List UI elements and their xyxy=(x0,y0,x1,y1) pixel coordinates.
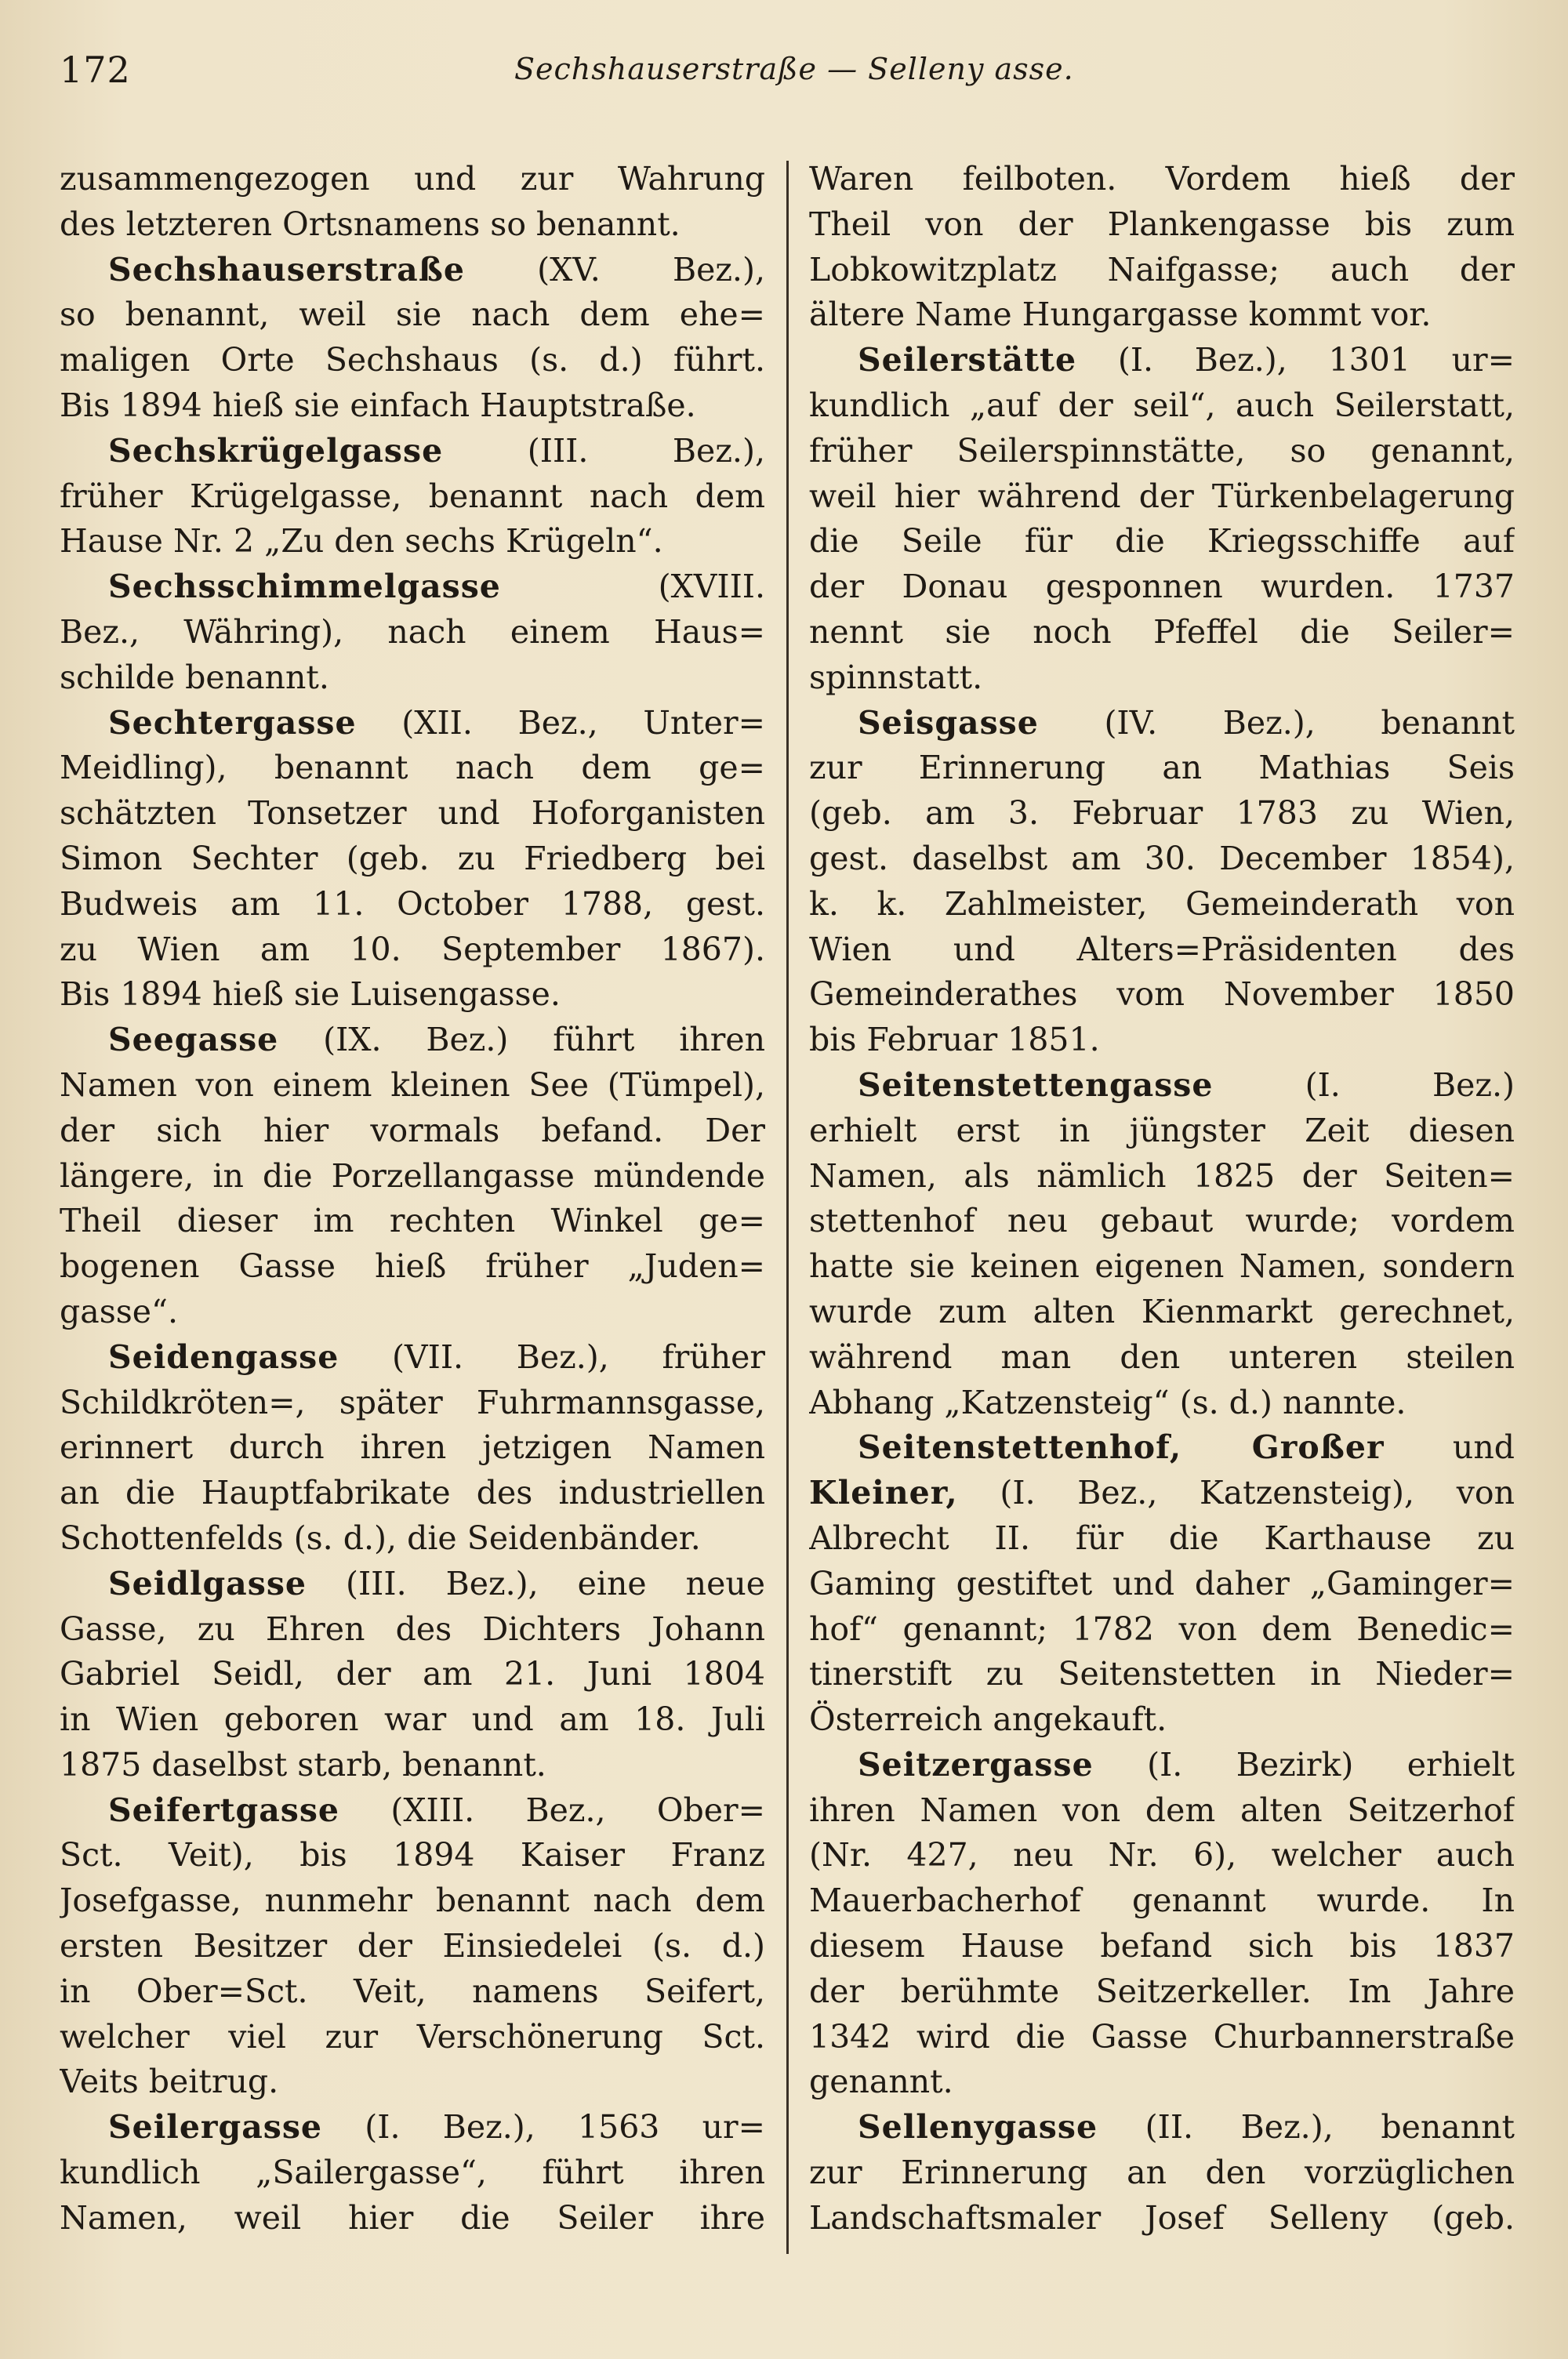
text-line xyxy=(60,701,765,746)
line-text: bis Februar 1851. xyxy=(809,1021,1100,1059)
text-line xyxy=(60,927,765,973)
text-line xyxy=(809,429,1515,474)
line-text: erhielt erst in jüngster Zeit diesen xyxy=(809,1111,1515,1149)
line-text: (IV. Bez.), benannt xyxy=(1038,703,1515,742)
line-text: Bis 1894 hieß sie Luisengasse. xyxy=(60,975,561,1014)
line-text: der sich hier vormals befand. Der xyxy=(60,1111,765,1149)
text-line xyxy=(809,2150,1515,2196)
text-line xyxy=(60,429,765,474)
line-text: Budweis am 11. October 1788, gest. xyxy=(60,884,765,923)
line-text: stettenhof neu gebaut wurde; vordem xyxy=(809,1202,1515,1240)
text-line xyxy=(60,1154,765,1199)
text-line xyxy=(60,1063,765,1109)
entry-headword: Sechsschimmelgasse xyxy=(108,568,501,606)
line-text: Theil von der Plankengasse bis zum xyxy=(809,205,1515,243)
line-text: genannt. xyxy=(809,2063,953,2101)
line-text: Albrecht II. für die Karthause zu xyxy=(809,1519,1515,1557)
column-divider xyxy=(786,161,789,2254)
text-line xyxy=(60,157,765,202)
text-line xyxy=(60,610,765,655)
text-line xyxy=(60,972,765,1018)
line-text: früher Seilerspinnstätte, so genannt, xyxy=(809,431,1515,470)
entry-headword: Sechskrügelgasse xyxy=(108,431,444,470)
text-line xyxy=(809,610,1515,655)
line-text: Waren feilboten. Vordem hieß der xyxy=(809,160,1515,198)
line-text: die Seile für die Kriegsschiffe auf xyxy=(809,522,1515,561)
text-line xyxy=(60,338,765,383)
entry-headword: Seisgasse xyxy=(858,703,1039,742)
line-text: (III. Bez.), xyxy=(443,431,765,470)
entry-headword: Sechtergasse xyxy=(108,703,357,742)
line-text: längere, in die Porzellangasse mündende xyxy=(60,1156,765,1195)
entry-headword: Sechshauserstraße xyxy=(108,250,465,289)
text-line xyxy=(809,1607,1515,1653)
line-text: (geb. am 3. Februar 1783 zu Wien, xyxy=(809,794,1515,833)
line-text: Landschaftsmaler Josef Selleny (geb. xyxy=(809,2198,1515,2237)
line-text: zur Erinnerung an Mathias Seis xyxy=(809,749,1515,787)
line-text: Simon Sechter (geb. zu Friedberg bei xyxy=(60,839,765,877)
line-text: so benannt, weil sie nach dem ehe= xyxy=(60,296,765,334)
text-line xyxy=(809,248,1515,293)
line-text: zu Wien am 10. September 1867). xyxy=(60,930,765,968)
line-text: Bis 1894 hieß sie einfach Hauptstraße. xyxy=(60,386,696,424)
text-line xyxy=(809,1969,1515,2015)
line-text: Österreich angekauft. xyxy=(809,1700,1167,1739)
text-line xyxy=(809,1381,1515,1426)
text-line xyxy=(809,1154,1515,1199)
line-text: (I. Bez.), 1563 ur= xyxy=(322,2108,765,2147)
line-text: Gemeinderathes vom November 1850 xyxy=(809,975,1515,1014)
line-text: in Ober=Sct. Veit, namens Seifert, xyxy=(60,1972,765,2010)
text-line xyxy=(60,202,765,248)
line-text: während man den unteren steilen xyxy=(809,1337,1515,1376)
line-text: (I. Bez.), 1301 ur= xyxy=(1076,341,1515,379)
text-line xyxy=(809,791,1515,837)
text-line xyxy=(809,2015,1515,2060)
text-line xyxy=(809,882,1515,927)
text-line xyxy=(60,837,765,882)
text-line xyxy=(60,1381,765,1426)
text-line xyxy=(60,1607,765,1653)
line-text: 1342 wird die Gasse Churbannerstraße xyxy=(809,2017,1515,2056)
line-text: Meidling), benannt nach dem ge= xyxy=(60,749,765,787)
text-line xyxy=(60,1743,765,1788)
line-text: (XV. Bez.), xyxy=(464,250,765,289)
line-text: der berühmte Seitzerkeller. Im Jahre xyxy=(809,1972,1515,2010)
line-text: weil hier während der Türkenbelagerung xyxy=(809,477,1515,515)
page-number: 172 xyxy=(60,49,131,91)
text-line xyxy=(60,1969,765,2015)
line-text: wurde zum alten Kienmarkt gerechnet, xyxy=(809,1292,1515,1330)
text-line xyxy=(60,519,765,564)
entry-headword: Seifertgasse xyxy=(108,1791,340,1829)
text-line xyxy=(809,1924,1515,1969)
text-line xyxy=(809,1516,1515,1562)
entry-headword: Sellenygasse xyxy=(858,2108,1098,2147)
text-line xyxy=(60,882,765,927)
line-text: (XVIII. xyxy=(500,568,765,606)
entry-headword: Seidengasse xyxy=(108,1337,339,1376)
text-line xyxy=(809,701,1515,746)
text-line xyxy=(60,1335,765,1381)
line-text: maligen Orte Sechshaus (s. d.) führt. xyxy=(60,341,765,379)
line-text: hof“ genannt; 1782 von dem Benedic= xyxy=(809,1610,1515,1648)
line-text: k. k. Zahlmeister, Gemeinderath von xyxy=(809,884,1515,923)
line-text: Lobkowitzplatz Naifgasse; auch der xyxy=(809,250,1515,289)
entry-headword: Seidlgasse xyxy=(108,1564,307,1602)
text-line xyxy=(60,383,765,429)
line-text: des letzteren Ortsnamens so benannt. xyxy=(60,205,681,243)
text-line xyxy=(60,2105,765,2150)
line-text: der Donau gesponnen wurden. 1737 xyxy=(809,568,1515,606)
text-line xyxy=(60,1924,765,1969)
entry-headword: Seitzergasse xyxy=(858,1745,1094,1784)
line-text: diesem Hause befand sich bis 1837 xyxy=(809,1927,1515,1965)
line-text: Josefgasse, nunmehr benannt nach dem xyxy=(60,1882,765,1920)
line-text: (I. Bez.) xyxy=(1213,1065,1515,1104)
right-column xyxy=(809,157,1515,2241)
text-line xyxy=(809,837,1515,882)
text-line xyxy=(60,2015,765,2060)
line-text: (Nr. 427, neu Nr. 6), welcher auch xyxy=(809,1836,1515,1874)
line-text: Hause Nr. 2 „Zu den sechs Krügeln“. xyxy=(60,522,663,561)
text-line xyxy=(809,1833,1515,1878)
text-line xyxy=(60,655,765,701)
line-text: Gaming gestiftet und daher „Gaminger= xyxy=(809,1564,1515,1602)
text-line xyxy=(60,1425,765,1471)
page-header xyxy=(60,49,1508,111)
text-line xyxy=(809,1788,1515,1834)
line-text: (II. Bez.), benannt xyxy=(1098,2108,1515,2147)
line-text: Namen, als nämlich 1825 der Seiten= xyxy=(809,1156,1515,1195)
left-column xyxy=(60,157,765,2241)
line-text: Namen, weil hier die Seiler ihre xyxy=(60,2198,765,2237)
line-text: an die Hauptfabrikate des industriellen xyxy=(60,1474,765,1512)
line-text: welcher viel zur Verschönerung Sct. xyxy=(60,2017,765,2056)
line-text: (XII. Bez., Unter= xyxy=(356,703,765,742)
entry-headword: Seilergasse xyxy=(108,2108,323,2147)
text-line xyxy=(809,1562,1515,1607)
line-text: schilde benannt. xyxy=(60,658,329,696)
text-line xyxy=(809,1878,1515,1924)
line-text: Veits beitrug. xyxy=(60,2063,279,2101)
entry-headword: Kleiner, xyxy=(809,1474,958,1512)
text-line xyxy=(809,202,1515,248)
text-line xyxy=(809,1109,1515,1154)
text-line xyxy=(809,1425,1515,1471)
text-line xyxy=(809,1743,1515,1788)
line-text: bogenen Gasse hieß früher „Juden= xyxy=(60,1247,765,1286)
text-line xyxy=(809,1244,1515,1290)
line-text: gasse“. xyxy=(60,1292,179,1330)
line-text: Abhang „Katzensteig“ (s. d.) nannte. xyxy=(809,1383,1406,1421)
text-line xyxy=(60,1652,765,1697)
text-line xyxy=(809,383,1515,429)
text-line xyxy=(809,746,1515,791)
text-line xyxy=(60,1878,765,1924)
text-line xyxy=(809,157,1515,202)
text-line xyxy=(60,1290,765,1335)
text-line xyxy=(809,1471,1515,1516)
text-line xyxy=(60,292,765,338)
line-text: ihren Namen von dem alten Seitzerhof xyxy=(809,1791,1515,1829)
line-text: zusammengezogen und zur Wahrung xyxy=(60,160,765,198)
text-line xyxy=(809,2196,1515,2241)
line-text: und xyxy=(1384,1428,1515,1467)
entry-headword: Seilerstätte xyxy=(858,341,1077,379)
text-line xyxy=(60,791,765,837)
line-text: (XIII. Bez., Ober= xyxy=(339,1791,765,1829)
text-line xyxy=(60,1199,765,1244)
text-line xyxy=(809,655,1515,701)
text-line xyxy=(60,746,765,791)
text-line xyxy=(60,2150,765,2196)
line-text: tinerstift zu Seitenstetten in Nieder= xyxy=(809,1655,1515,1693)
line-text: erinnert durch ihren jetzigen Namen xyxy=(60,1428,765,1467)
text-line xyxy=(809,927,1515,973)
text-line xyxy=(60,1697,765,1743)
text-line xyxy=(60,1562,765,1607)
text-line xyxy=(809,1652,1515,1697)
line-text: Sct. Veit), bis 1894 Kaiser Franz xyxy=(60,1836,765,1874)
text-line xyxy=(60,1471,765,1516)
entry-headword: Seitenstettengasse xyxy=(858,1065,1214,1104)
line-text: Theil dieser im rechten Winkel ge= xyxy=(60,1202,765,1240)
line-text: kundlich „Sailergasse“, führt ihren xyxy=(60,2154,765,2192)
line-text: 1875 daselbst starb, benannt. xyxy=(60,1745,546,1784)
text-line xyxy=(809,292,1515,338)
line-text: ersten Besitzer der Einsiedelei (s. d.) xyxy=(60,1927,765,1965)
line-text: kundlich „auf der seil“, auch Seilerstatt, xyxy=(809,386,1515,424)
text-line xyxy=(809,2060,1515,2105)
line-text: früher Krügelgasse, benannt nach dem xyxy=(60,477,765,515)
text-line xyxy=(60,474,765,520)
line-text: nennt sie noch Pfeffel die Seiler= xyxy=(809,612,1515,651)
text-line xyxy=(809,1199,1515,1244)
text-line xyxy=(809,1290,1515,1335)
text-line xyxy=(809,564,1515,610)
line-text: gest. daselbst am 30. December 1854), xyxy=(809,839,1515,877)
line-text: Gasse, zu Ehren des Dichters Johann xyxy=(60,1610,765,1648)
line-text: (I. Bezirk) erhielt xyxy=(1093,1745,1515,1784)
entry-headword: Seitenstettenhof, Großer xyxy=(858,1428,1385,1467)
line-text: Gabriel Seidl, der am 21. Juni 1804 xyxy=(60,1655,765,1693)
text-line xyxy=(60,1788,765,1834)
line-text: schätzten Tonsetzer und Hoforganisten xyxy=(60,794,765,833)
line-text: (III. Bez.), eine neue xyxy=(307,1564,765,1602)
text-line xyxy=(60,248,765,293)
line-text: Wien und Alters=Präsidenten des xyxy=(809,930,1515,968)
line-text: hatte sie keinen eigenen Namen, sondern xyxy=(809,1247,1515,1286)
line-text: in Wien geboren war und am 18. Juli xyxy=(60,1700,765,1739)
line-text: Namen von einem kleinen See (Tümpel), xyxy=(60,1065,765,1104)
text-line xyxy=(809,972,1515,1018)
line-text: Schottenfelds (s. d.), die Seidenbänder. xyxy=(60,1519,701,1557)
entry-headword: Seegasse xyxy=(108,1021,279,1059)
text-line xyxy=(809,338,1515,383)
line-text: (IX. Bez.) führt ihren xyxy=(278,1021,765,1059)
text-line xyxy=(809,519,1515,564)
text-line xyxy=(60,1109,765,1154)
text-line xyxy=(809,474,1515,520)
text-line xyxy=(60,1833,765,1878)
line-text: (I. Bez., Katzensteig), von xyxy=(957,1474,1515,1512)
text-line xyxy=(60,2196,765,2241)
line-text: ältere Name Hungargasse kommt vor. xyxy=(809,296,1432,334)
line-text: Bez., Währing), nach einem Haus= xyxy=(60,612,765,651)
text-line xyxy=(60,564,765,610)
line-text: Mauerbacherhof genannt wurde. In xyxy=(809,1882,1515,1920)
text-line xyxy=(60,1018,765,1063)
text-line xyxy=(60,2060,765,2105)
line-text: (VII. Bez.), früher xyxy=(339,1337,765,1376)
text-line xyxy=(809,2105,1515,2150)
running-head: Sechshauserstraße — Selleny asse. xyxy=(514,52,1074,86)
line-text: spinnstatt. xyxy=(809,658,983,696)
text-line xyxy=(809,1335,1515,1381)
text-line xyxy=(809,1697,1515,1743)
text-line xyxy=(809,1063,1515,1109)
line-text: Schildkröten=, später Fuhrmannsgasse, xyxy=(60,1383,765,1421)
text-line xyxy=(60,1516,765,1562)
text-line xyxy=(60,1244,765,1290)
line-text: zur Erinnerung an den vorzüglichen xyxy=(809,2154,1515,2192)
text-line xyxy=(809,1018,1515,1063)
